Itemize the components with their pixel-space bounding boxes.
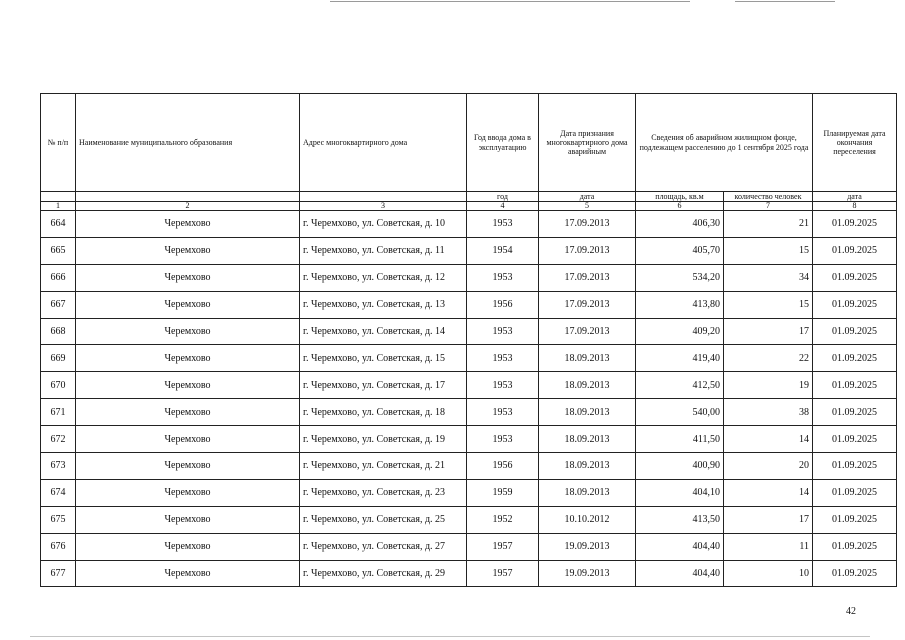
year-cell: 1956 [467, 453, 539, 480]
table-body [41, 211, 897, 587]
planned-end-cell: 01.09.2025 [813, 426, 897, 453]
table-row [41, 372, 897, 399]
people-count-cell: 14 [724, 479, 813, 506]
planned-end-cell: 01.09.2025 [813, 345, 897, 372]
area-cell: 540,00 [636, 399, 724, 426]
address-cell: г. Черемхово, ул. Советская, д. 21 [300, 453, 467, 480]
area-cell: 405,70 [636, 237, 724, 264]
area-cell: 409,20 [636, 318, 724, 345]
people-count-cell: 22 [724, 345, 813, 372]
subheader-row [41, 192, 897, 202]
row-number-cell: 675 [41, 506, 76, 533]
area-cell: 411,50 [636, 426, 724, 453]
table-row [41, 399, 897, 426]
subheader-empty-2 [76, 192, 300, 202]
people-count-cell: 17 [724, 506, 813, 533]
scan-line-top [330, 1, 690, 2]
year-cell: 1957 [467, 533, 539, 560]
area-cell: 412,50 [636, 372, 724, 399]
address-cell: г. Черемхово, ул. Советская, д. 18 [300, 399, 467, 426]
address-cell: г. Черемхово, ул. Советская, д. 17 [300, 372, 467, 399]
date-recognized-cell: 19.09.2013 [539, 560, 636, 587]
planned-end-cell: 01.09.2025 [813, 560, 897, 587]
year-cell: 1953 [467, 426, 539, 453]
municipality-cell: Черемхово [76, 479, 300, 506]
people-count-cell: 19 [724, 372, 813, 399]
people-count-cell: 15 [724, 291, 813, 318]
planned-end-cell: 01.09.2025 [813, 318, 897, 345]
people-count-cell: 20 [724, 453, 813, 480]
planned-end-cell: 01.09.2025 [813, 453, 897, 480]
year-cell: 1959 [467, 479, 539, 506]
header-planned-end: Планируемая дата окончания переселения [813, 94, 897, 192]
subheader-date: дата [539, 192, 636, 202]
emergency-housing-table [40, 93, 897, 587]
municipality-cell: Черемхово [76, 426, 300, 453]
header-num: № п/п [41, 94, 76, 192]
date-recognized-cell: 10.10.2012 [539, 506, 636, 533]
row-number-cell: 664 [41, 211, 76, 238]
address-cell: г. Черемхово, ул. Советская, д. 25 [300, 506, 467, 533]
date-recognized-cell: 17.09.2013 [539, 237, 636, 264]
municipality-cell: Черемхово [76, 372, 300, 399]
municipality-cell: Черемхово [76, 291, 300, 318]
scan-line-top-2 [735, 1, 835, 2]
address-cell: г. Черемхово, ул. Советская, д. 15 [300, 345, 467, 372]
municipality-cell: Черемхово [76, 399, 300, 426]
municipality-cell: Черемхово [76, 318, 300, 345]
table-row [41, 533, 897, 560]
year-cell: 1956 [467, 291, 539, 318]
people-count-cell: 15 [724, 237, 813, 264]
row-number-cell: 665 [41, 237, 76, 264]
people-count-cell: 17 [724, 318, 813, 345]
row-number-cell: 667 [41, 291, 76, 318]
header-municipality: Наименование муниципального образования [76, 94, 300, 192]
row-number-cell: 676 [41, 533, 76, 560]
date-recognized-cell: 17.09.2013 [539, 291, 636, 318]
planned-end-cell: 01.09.2025 [813, 479, 897, 506]
column-number: 5 [539, 202, 636, 211]
address-cell: г. Черемхово, ул. Советская, д. 19 [300, 426, 467, 453]
table-row [41, 560, 897, 587]
area-cell: 413,50 [636, 506, 724, 533]
table-row [41, 426, 897, 453]
area-cell: 404,40 [636, 533, 724, 560]
date-recognized-cell: 18.09.2013 [539, 479, 636, 506]
row-number-cell: 668 [41, 318, 76, 345]
people-count-cell: 34 [724, 264, 813, 291]
subheader-people: количество человек [724, 192, 813, 202]
date-recognized-cell: 17.09.2013 [539, 264, 636, 291]
table-row [41, 318, 897, 345]
row-number-cell: 666 [41, 264, 76, 291]
municipality-cell: Черемхово [76, 560, 300, 587]
row-number-cell: 673 [41, 453, 76, 480]
municipality-cell: Черемхово [76, 506, 300, 533]
people-count-cell: 11 [724, 533, 813, 560]
area-cell: 406,30 [636, 211, 724, 238]
year-cell: 1954 [467, 237, 539, 264]
address-cell: г. Черемхово, ул. Советская, д. 13 [300, 291, 467, 318]
planned-end-cell: 01.09.2025 [813, 237, 897, 264]
header-info: Сведения об аварийном жилищном фонде, подлежащем расселению до 1 сентября 2025 года [636, 94, 813, 192]
table-row [41, 291, 897, 318]
address-cell: г. Черемхово, ул. Советская, д. 10 [300, 211, 467, 238]
column-number: 3 [300, 202, 467, 211]
municipality-cell: Черемхово [76, 211, 300, 238]
subheader-end-date: дата [813, 192, 897, 202]
area-cell: 419,40 [636, 345, 724, 372]
date-recognized-cell: 18.09.2013 [539, 372, 636, 399]
column-number: 4 [467, 202, 539, 211]
year-cell: 1952 [467, 506, 539, 533]
year-cell: 1957 [467, 560, 539, 587]
municipality-cell: Черемхово [76, 453, 300, 480]
table-row [41, 479, 897, 506]
row-number-cell: 677 [41, 560, 76, 587]
row-number-cell: 672 [41, 426, 76, 453]
table-row [41, 453, 897, 480]
header-year: Год ввода дома в эксплуатацию [467, 94, 539, 192]
municipality-cell: Черемхово [76, 533, 300, 560]
year-cell: 1953 [467, 264, 539, 291]
column-number: 8 [813, 202, 897, 211]
municipality-cell: Черемхово [76, 237, 300, 264]
people-count-cell: 21 [724, 211, 813, 238]
row-number-cell: 670 [41, 372, 76, 399]
row-number-cell: 669 [41, 345, 76, 372]
header-row [41, 94, 897, 192]
people-count-cell: 10 [724, 560, 813, 587]
date-recognized-cell: 18.09.2013 [539, 426, 636, 453]
area-cell: 404,10 [636, 479, 724, 506]
year-cell: 1953 [467, 399, 539, 426]
planned-end-cell: 01.09.2025 [813, 506, 897, 533]
municipality-cell: Черемхово [76, 264, 300, 291]
year-cell: 1953 [467, 372, 539, 399]
people-count-cell: 14 [724, 426, 813, 453]
address-cell: г. Черемхово, ул. Советская, д. 11 [300, 237, 467, 264]
date-recognized-cell: 18.09.2013 [539, 345, 636, 372]
area-cell: 413,80 [636, 291, 724, 318]
subheader-year: год [467, 192, 539, 202]
column-number-row [41, 202, 897, 211]
table-row [41, 506, 897, 533]
scan-line-bottom [30, 636, 870, 637]
planned-end-cell: 01.09.2025 [813, 533, 897, 560]
header-address: Адрес многоквартирного дома [300, 94, 467, 192]
area-cell: 534,20 [636, 264, 724, 291]
year-cell: 1953 [467, 318, 539, 345]
area-cell: 400,90 [636, 453, 724, 480]
page-number: 42 [846, 606, 856, 617]
address-cell: г. Черемхово, ул. Советская, д. 12 [300, 264, 467, 291]
people-count-cell: 38 [724, 399, 813, 426]
address-cell: г. Черемхово, ул. Советская, д. 27 [300, 533, 467, 560]
date-recognized-cell: 17.09.2013 [539, 211, 636, 238]
column-number: 2 [76, 202, 300, 211]
planned-end-cell: 01.09.2025 [813, 291, 897, 318]
planned-end-cell: 01.09.2025 [813, 399, 897, 426]
date-recognized-cell: 18.09.2013 [539, 453, 636, 480]
year-cell: 1953 [467, 211, 539, 238]
address-cell: г. Черемхово, ул. Советская, д. 14 [300, 318, 467, 345]
table-row [41, 345, 897, 372]
area-cell: 404,40 [636, 560, 724, 587]
planned-end-cell: 01.09.2025 [813, 372, 897, 399]
column-number: 7 [724, 202, 813, 211]
subheader-area: площадь, кв.м [636, 192, 724, 202]
column-number: 6 [636, 202, 724, 211]
address-cell: г. Черемхово, ул. Советская, д. 23 [300, 479, 467, 506]
planned-end-cell: 01.09.2025 [813, 264, 897, 291]
address-cell: г. Черемхово, ул. Советская, д. 29 [300, 560, 467, 587]
table-row [41, 264, 897, 291]
header-date-recognized: Дата признания многоквартирного дома аварийным [539, 94, 636, 192]
date-recognized-cell: 19.09.2013 [539, 533, 636, 560]
date-recognized-cell: 17.09.2013 [539, 318, 636, 345]
table-row [41, 237, 897, 264]
date-recognized-cell: 18.09.2013 [539, 399, 636, 426]
column-number: 1 [41, 202, 76, 211]
table-row [41, 211, 897, 238]
planned-end-cell: 01.09.2025 [813, 211, 897, 238]
row-number-cell: 671 [41, 399, 76, 426]
municipality-cell: Черемхово [76, 345, 300, 372]
subheader-empty-3 [300, 192, 467, 202]
subheader-empty-1 [41, 192, 76, 202]
year-cell: 1953 [467, 345, 539, 372]
row-number-cell: 674 [41, 479, 76, 506]
